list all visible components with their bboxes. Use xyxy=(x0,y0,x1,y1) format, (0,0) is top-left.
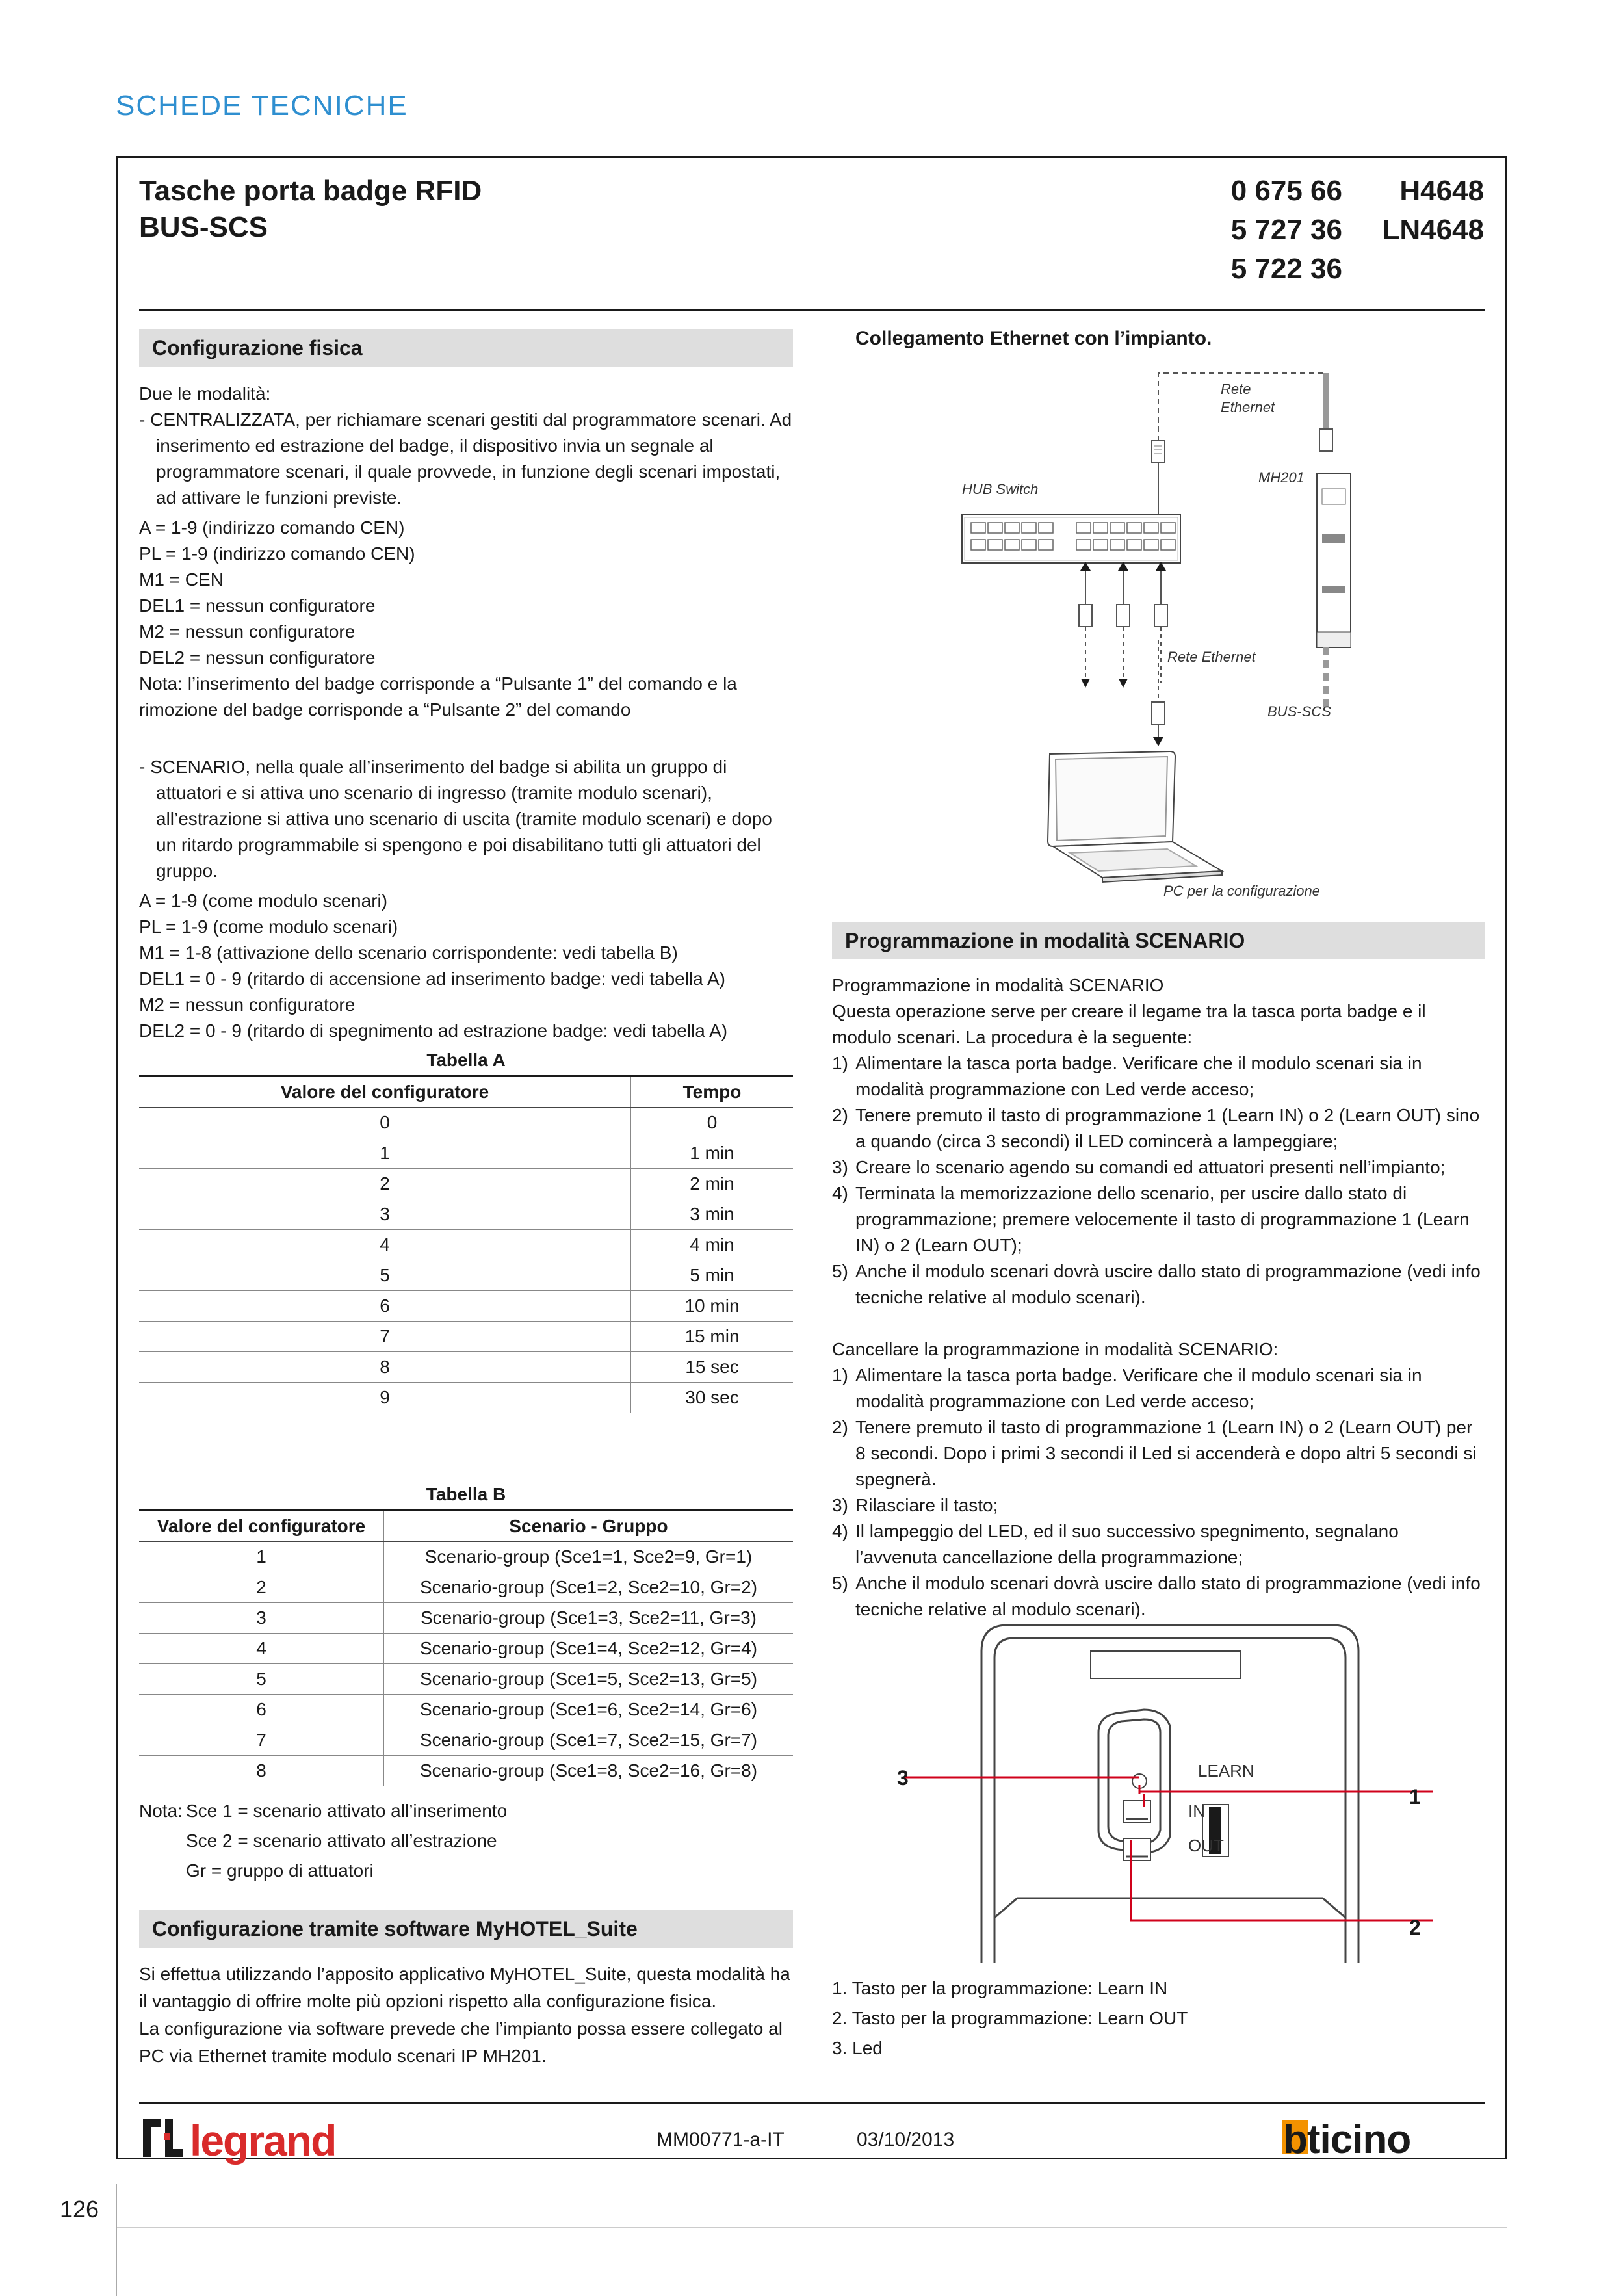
section-heading-prog-scenario: Programmazione in modalità SCENARIO xyxy=(832,922,1485,959)
list-item xyxy=(832,1259,1485,1311)
hub-label: HUB Switch xyxy=(962,481,1039,497)
table-row xyxy=(139,1695,793,1725)
list-text: Anche il modulo scenari dovrà uscire dallo stato di programmazione (vedi info tecniche relative al modulo scenari). xyxy=(855,1573,1481,1619)
list-item xyxy=(832,1155,1485,1181)
arrow-down-icon xyxy=(1119,679,1128,688)
table-cell: 10 min xyxy=(631,1291,794,1322)
note-label: Nota: xyxy=(139,1801,183,1821)
list-number: 1) xyxy=(832,1053,848,1073)
table-cell: Scenario-group (Sce1=8, Sce2=16, Gr=8) xyxy=(384,1756,794,1786)
rete-ethernet-label: Rete Ethernet xyxy=(1167,649,1256,665)
param-line: PL = 1-9 (indirizzo comando CEN) xyxy=(139,543,415,564)
note: Nota: l’inserimento del badge corrisponde a “Pulsante 1” del comando e la rimozione del badge corrisponde a “Pulsante 2” del comando xyxy=(139,673,737,720)
list-number: 5) xyxy=(832,1261,848,1281)
product-title-line2: BUS-SCS xyxy=(139,211,268,243)
param-line: DEL2 = nessun configuratore xyxy=(139,647,376,668)
document-date: 03/10/2013 xyxy=(857,2129,955,2150)
table-row xyxy=(139,1756,793,1786)
param-line: M1 = 1-8 (attivazione dello scenario corrispondente: vedi tabella B) xyxy=(139,943,678,963)
config-fisica-body xyxy=(139,381,793,1044)
list-item xyxy=(832,1050,1485,1102)
table-cell: 7 xyxy=(139,1322,631,1352)
note-line: Sce 2 = scenario attivato all’estrazione xyxy=(186,1831,497,1851)
list-text: Terminata la memorizzazione dello scenario, per uscire dallo stato di programmazione; premere velocemente il tasto di programmazione 1 (Learn IN) o 2 (Learn OUT); xyxy=(855,1183,1470,1255)
table-cell: Scenario-group (Sce1=2, Sce2=10, Gr=2) xyxy=(384,1572,794,1603)
table-caption: Tabella A xyxy=(139,1045,793,1076)
mh201-label: MH201 xyxy=(1258,469,1305,486)
header-divider xyxy=(139,309,1485,311)
list-text: Tenere premuto il tasto di programmazione 1 (Learn IN) o 2 (Learn OUT) per 8 secondi. Dopo i primi 3 secondi il Led si accenderà e dopo altri 5 secondi si spegnerà. xyxy=(855,1417,1477,1489)
param-line: DEL1 = nessun configuratore xyxy=(139,595,376,616)
table-cell: 6 xyxy=(139,1695,384,1725)
list-item xyxy=(832,1493,1485,1519)
table-row xyxy=(139,1725,793,1756)
table-cell: 8 xyxy=(139,1756,384,1786)
table-header: Valore del configuratore xyxy=(139,1511,384,1542)
rj45-connectors xyxy=(1079,605,1167,627)
table-cell: Scenario-group (Sce1=3, Sce2=11, Gr=3) xyxy=(384,1603,794,1634)
list-text: Il lampeggio del LED, ed il suo successivo spegnimento, segnalano l’avvenuta cancellazione della programmazione; xyxy=(855,1521,1399,1567)
table-row xyxy=(139,1603,793,1634)
article-code: 5 722 36 xyxy=(1230,253,1342,285)
article-code: H4648 xyxy=(1399,175,1484,207)
note-line: Gr = gruppo di attuatori xyxy=(186,1860,374,1881)
param-line: PL = 1-9 (come modulo scenari) xyxy=(139,917,398,937)
list-text: Rilasciare il tasto; xyxy=(855,1495,998,1515)
list-text: Anche il modulo scenari dovrà uscire dallo stato di programmazione (vedi info tecniche relative al modulo scenari). xyxy=(855,1261,1481,1307)
table-cell: Scenario-group (Sce1=6, Sce2=14, Gr=6) xyxy=(384,1695,794,1725)
list-item xyxy=(832,1519,1485,1571)
legrand-logo xyxy=(139,2111,360,2170)
hub-switch-icon xyxy=(962,515,1180,563)
list-number: 3) xyxy=(832,1157,848,1177)
page-bottom-rule xyxy=(116,2227,1507,2228)
page-margin-rule xyxy=(116,2184,117,2296)
mh201-module-icon xyxy=(1317,429,1351,647)
legend-item: 1. Tasto per la programmazione: Learn IN xyxy=(832,1978,1168,1998)
table-b-notes xyxy=(139,1798,793,1884)
list-number: 4) xyxy=(832,1521,848,1541)
table-caption: Tabella B xyxy=(139,1480,793,1511)
paragraph: Programmazione in modalità SCENARIO xyxy=(832,975,1164,995)
table-cell: Scenario-group (Sce1=5, Sce2=13, Gr=5) xyxy=(384,1664,794,1695)
in-label: IN xyxy=(1188,1801,1205,1821)
param-line: A = 1-9 (indirizzo comando CEN) xyxy=(139,517,405,538)
table-cell: 4 xyxy=(139,1230,631,1260)
table-row xyxy=(139,1634,793,1664)
list-number: 1) xyxy=(832,1365,848,1385)
table-cell: 1 xyxy=(139,1138,631,1169)
param-line: M2 = nessun configuratore xyxy=(139,995,356,1015)
ethernet-diagram xyxy=(949,364,1352,904)
footer-divider xyxy=(139,2102,1485,2104)
table-cell: Scenario-group (Sce1=4, Sce2=12, Gr=4) xyxy=(384,1634,794,1664)
table-row xyxy=(139,1291,793,1322)
list-item xyxy=(832,1415,1485,1493)
product-title-line1: Tasche porta badge RFID xyxy=(139,175,482,207)
callout-2: 2 xyxy=(1409,1916,1421,1939)
table-a xyxy=(139,1045,793,1413)
table-cell: 15 min xyxy=(631,1322,794,1352)
learn-label: LEARN xyxy=(1198,1761,1254,1781)
table-cell: 0 xyxy=(631,1108,794,1138)
table-cell: 2 xyxy=(139,1572,384,1603)
paragraph: Questa operazione serve per creare il legame tra la tasca porta badge e il modulo scenari. La procedura è la seguente: xyxy=(832,1001,1426,1047)
config-software-body xyxy=(139,1961,793,2070)
table-cell: 5 min xyxy=(631,1260,794,1291)
callout-3: 3 xyxy=(897,1766,909,1790)
list-text: Creare lo scenario agendo su comandi ed attuatori presenti nell’impianto; xyxy=(855,1157,1446,1177)
list-number: 3) xyxy=(832,1495,848,1515)
table-row xyxy=(139,1108,793,1138)
legend-item: 3. Led xyxy=(832,2038,883,2058)
table-cell: 1 min xyxy=(631,1138,794,1169)
table-cell: 3 xyxy=(139,1199,631,1230)
table-row xyxy=(139,1169,793,1199)
param-line: DEL2 = 0 - 9 (ritardo di spegnimento ad estrazione badge: vedi tabella A) xyxy=(139,1021,728,1041)
table-row xyxy=(139,1260,793,1291)
list-number: 2) xyxy=(832,1105,848,1125)
table-header: Scenario - Gruppo xyxy=(384,1511,794,1542)
laptop-icon xyxy=(1048,751,1222,882)
legrand-mark-icon xyxy=(143,2119,183,2157)
paragraph: Si effettua utilizzando l’apposito applicativo MyHOTEL_Suite, questa modalità ha il vantaggio di offrire molte più opzioni rispetto alla configurazione fisica. xyxy=(139,1964,790,2011)
table-header: Tempo xyxy=(631,1076,794,1108)
table-a-body xyxy=(139,1108,793,1413)
table-row xyxy=(139,1383,793,1413)
table-cell: 6 xyxy=(139,1291,631,1322)
section-title: SCHEDE TECNICHE xyxy=(116,90,408,122)
table-cell: 30 sec xyxy=(631,1383,794,1413)
table-cell: 3 min xyxy=(631,1199,794,1230)
table-row xyxy=(139,1138,793,1169)
table-cell: 5 xyxy=(139,1260,631,1291)
param-line: A = 1-9 (come modulo scenari) xyxy=(139,891,388,911)
table-cell: 2 xyxy=(139,1169,631,1199)
ethernet-heading: Collegamento Ethernet con l’impianto. xyxy=(855,328,1212,349)
list-item xyxy=(832,1181,1485,1259)
table-cell: 7 xyxy=(139,1725,384,1756)
bus-scs-label: BUS-SCS xyxy=(1267,703,1331,720)
list-item xyxy=(832,1102,1485,1155)
table-header: Valore del configuratore xyxy=(139,1076,631,1108)
ethernet-label: Ethernet xyxy=(1221,399,1275,415)
list-text: Alimentare la tasca porta badge. Verificare che il modulo scenari sia in modalità programmazione con Led verde acceso; xyxy=(855,1365,1422,1411)
table-row xyxy=(139,1230,793,1260)
table-row xyxy=(139,1352,793,1383)
table-cell: 0 xyxy=(139,1108,631,1138)
rj45-connector-icon xyxy=(1152,702,1165,724)
device-legend xyxy=(832,1974,1485,2063)
param-line: M1 = CEN xyxy=(139,569,224,590)
paragraph-centralizzata: - CENTRALIZZATA, per richiamare scenari gestiti dal programmatore scenari. Ad inserimento ed estrazione del badge, il dispositivo invia un segnale al programmatore scenari, il quale provvede, in funzione degli scenari impostati, ad attivare le funzioni previste. xyxy=(139,410,792,508)
document-code: MM00771-a-IT xyxy=(656,2129,785,2150)
table-row xyxy=(139,1664,793,1695)
callout-line-2 xyxy=(1131,1840,1433,1920)
callout-1: 1 xyxy=(1409,1785,1421,1808)
legend-item: 2. Tasto per la programmazione: Learn OUT xyxy=(832,2008,1188,2028)
note-line: Sce 1 = scenario attivato all’inserimento xyxy=(186,1801,508,1821)
rj45-connector-icon xyxy=(1152,441,1165,463)
param-line: DEL1 = 0 - 9 (ritardo di accensione ad inserimento badge: vedi tabella A) xyxy=(139,969,725,989)
article-codes-bticino xyxy=(1231,172,1342,289)
bticino-logo xyxy=(1279,2115,1485,2161)
article-codes-legrand xyxy=(1382,172,1484,250)
list-item xyxy=(832,1363,1485,1415)
badge-holder-diagram xyxy=(884,1612,1469,1976)
cancel-steps-list xyxy=(832,1363,1485,1623)
list-number: 5) xyxy=(832,1573,848,1593)
prog-steps-list xyxy=(832,1050,1485,1311)
arrow-down-icon xyxy=(1081,679,1090,688)
list-number: 4) xyxy=(832,1183,848,1203)
product-title xyxy=(139,173,482,246)
param-line: M2 = nessun configuratore xyxy=(139,621,356,642)
article-code: LN4648 xyxy=(1382,214,1484,246)
arrow-down-icon xyxy=(1153,737,1163,746)
paragraph: Cancellare la programmazione in modalità SCENARIO: xyxy=(832,1339,1279,1359)
article-code: 5 727 36 xyxy=(1230,214,1342,246)
page-number: 126 xyxy=(60,2196,99,2223)
table-row xyxy=(139,1199,793,1230)
table-cell: 3 xyxy=(139,1603,384,1634)
table-cell: Scenario-group (Sce1=1, Sce2=9, Gr=1) xyxy=(384,1542,794,1572)
table-cell: 5 xyxy=(139,1664,384,1695)
table-cell: 15 sec xyxy=(631,1352,794,1383)
bticino-wordmark: bticino xyxy=(1283,2117,1411,2161)
out-label: OUT xyxy=(1188,1836,1224,1855)
table-cell: 4 min xyxy=(631,1230,794,1260)
table-row xyxy=(139,1542,793,1572)
table-cell: 4 xyxy=(139,1634,384,1664)
table-cell: Scenario-group (Sce1=7, Sce2=15, Gr=7) xyxy=(384,1725,794,1756)
table-cell: 9 xyxy=(139,1383,631,1413)
table-row xyxy=(139,1572,793,1603)
list-text: Tenere premuto il tasto di programmazione 1 (Learn IN) o 2 (Learn OUT) sino a quando (circa 3 secondi) il LED comincerà a lampeggiare; xyxy=(855,1105,1480,1151)
table-cell: 8 xyxy=(139,1352,631,1383)
table-b xyxy=(139,1480,793,1786)
legrand-wordmark: legrand xyxy=(190,2117,336,2165)
callout-line-1 xyxy=(1139,1785,1433,1794)
paragraph: La configurazione via software prevede che l’impianto possa essere collegato al PC via Ethernet tramite modulo scenari IP MH201. xyxy=(139,2018,783,2066)
article-code: 0 675 66 xyxy=(1230,175,1342,207)
section-heading-config-software: Configurazione tramite software MyHOTEL_Suite xyxy=(139,1910,793,1948)
pc-label: PC per la configurazione xyxy=(1163,883,1320,899)
section-heading-config-fisica: Configurazione fisica xyxy=(139,329,793,367)
table-cell: 2 min xyxy=(631,1169,794,1199)
rete-label: Rete xyxy=(1221,381,1251,397)
paragraph-scenario: - SCENARIO, nella quale all’inserimento del badge si abilita un gruppo di attuatori e si attiva uno scenario di ingresso (tramite modulo scenari), all’estrazione si attiva uno scenario di uscita (tramite modulo scenari) e dopo un ritardo programmabile si spengono e poi disabilitano tutti gli attuatori del gruppo. xyxy=(139,757,772,881)
table-cell: 1 xyxy=(139,1542,384,1572)
list-text: Alimentare la tasca porta badge. Verificare che il modulo scenari sia in modalità programmazione con Led verde acceso; xyxy=(855,1053,1422,1099)
table-row xyxy=(139,1322,793,1352)
paragraph: Due le modalità: xyxy=(139,384,271,404)
table-b-body xyxy=(139,1542,793,1786)
prog-scenario-body xyxy=(832,972,1485,1623)
list-number: 2) xyxy=(832,1417,848,1437)
